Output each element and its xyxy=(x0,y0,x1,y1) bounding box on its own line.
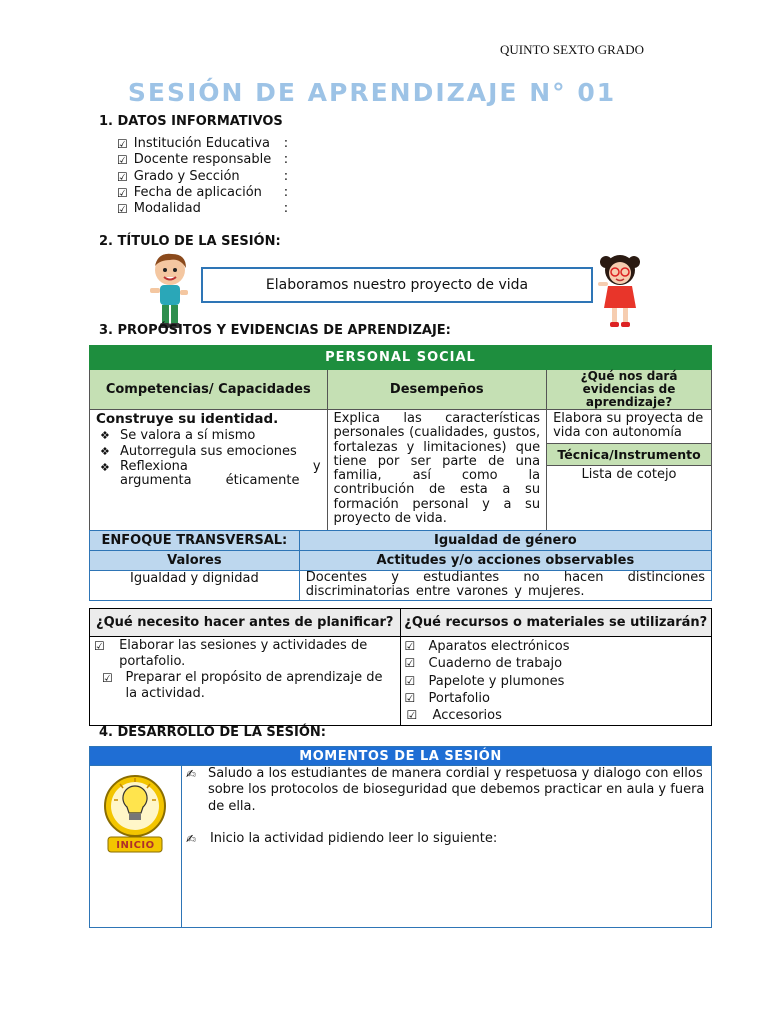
inicio-badge-label: INICIO xyxy=(116,840,155,851)
checkbox-icon: ☑ xyxy=(102,671,113,685)
list-item: ☑ Papelote y plumones xyxy=(404,673,565,689)
checkbox-icon: ☑ xyxy=(404,673,416,688)
list-item: ❖ Reflexiona y argumenta éticamente xyxy=(100,459,321,488)
girl-illustration xyxy=(596,252,642,330)
list-item: ✍ Saludo a los estudiantes de manera cordial y respetuosa y dialogo con ellos sobre los protocolos de bioseguridad que debemos practicar en aula y fuera de ella. xyxy=(185,766,705,814)
section-propositos-heading: 3. PROPÓSITOS Y EVIDENCIAS DE APRENDIZAJE: xyxy=(99,323,451,338)
list-item: ☑ Cuaderno de trabajo xyxy=(404,656,563,672)
momentos-table xyxy=(89,746,712,928)
antes-cell xyxy=(90,637,401,726)
area-header: PERSONAL SOCIAL xyxy=(90,346,712,370)
tecnica-value: Lista de cotejo xyxy=(547,465,712,541)
checkbox-icon: ☑ xyxy=(117,137,128,151)
checkbox-icon: ☑ xyxy=(404,656,416,671)
datos-item: ☑ Grado y Sección : xyxy=(117,168,289,184)
list-item: ✍ Inicio la actividad pidiendo leer lo siguiente: xyxy=(185,830,498,846)
capacidades-list xyxy=(96,428,321,488)
col-antes: ¿Qué necesito hacer antes de planificar? xyxy=(90,609,401,637)
checkbox-icon: ☑ xyxy=(117,202,128,217)
section-desarrollo-heading: 4. DESARROLLO DE LA SESIÓN: xyxy=(99,725,326,740)
section-datos-heading: 1. DATOS INFORMATIVOS xyxy=(99,114,283,129)
list-item: ☑ Aparatos electrónicos xyxy=(404,639,570,654)
enfoque-label: ENFOQUE TRANSVERSAL: xyxy=(90,531,300,551)
datos-list xyxy=(117,136,288,217)
momentos-header: MOMENTOS DE LA SESIÓN xyxy=(90,747,712,766)
desempeno-cell: Explica las características personales (cualidades, gustos, fortalezas y limitaciones) que tiene por ser parte de una familia, así como la contribución de esta a su formación personal y a su proyecto de vida. xyxy=(327,410,547,542)
competencia-title: Construye su identidad. xyxy=(96,411,279,427)
list-item: ☑ Portafolio xyxy=(404,690,490,706)
list-item: ❖ Se valora a sí mismo xyxy=(100,428,256,443)
col-actitudes: Actitudes y/o acciones observables xyxy=(299,551,711,571)
evidencia-cell: Elabora su proyecta de vida con autonomía xyxy=(547,410,712,444)
page-title: SESIÓN DE APRENDIZAJE N° 01 xyxy=(127,78,617,107)
preparacion-table xyxy=(89,608,712,726)
competencia-cell xyxy=(90,410,328,542)
inicio-badge-cell xyxy=(90,766,182,928)
col-valores: Valores xyxy=(90,551,300,571)
writing-hand-icon: ✍ xyxy=(185,831,196,846)
inicio-content-cell xyxy=(181,766,711,928)
checkbox-icon: ☑ xyxy=(404,690,416,705)
col-competencias: Competencias/ Capacidades xyxy=(90,370,328,410)
recursos-cell xyxy=(400,637,711,726)
col-recursos: ¿Qué recursos o materiales se utilizarán? xyxy=(400,609,711,637)
datos-item: ☑ Institución Educativa : xyxy=(117,136,289,151)
checkbox-icon: ☑ xyxy=(94,639,105,653)
checkbox-icon: ☑ xyxy=(117,185,128,200)
actitud-cell: Docentes y estudiantes no hacen distinciones discriminatorias entre varones y mujeres. xyxy=(299,571,711,601)
list-item: ☑ Elaborar las sesiones y actividades de portafolio. xyxy=(94,638,368,669)
checkbox-icon: ☑ xyxy=(406,708,418,723)
datos-item: ☑ Fecha de aplicación : xyxy=(117,184,289,200)
diamond-bullet-icon: ❖ xyxy=(100,461,110,474)
enfoque-name: Igualdad de género xyxy=(299,531,711,551)
datos-item: ☑ Docente responsable : xyxy=(117,152,289,168)
valor-cell: Igualdad y dignidad xyxy=(90,571,300,601)
checkbox-icon: ☑ xyxy=(117,169,128,184)
list-item: ☑ Accesorios xyxy=(406,708,502,724)
writing-hand-icon: ✍ xyxy=(185,767,196,781)
col-desempenos: Desempeños xyxy=(327,370,547,410)
diamond-bullet-icon: ❖ xyxy=(100,445,110,458)
propositos-table xyxy=(89,345,712,542)
checkbox-icon: ☑ xyxy=(404,639,416,653)
list-item: ☑ Preparar el propósito de aprendizaje de la actividad. xyxy=(102,670,383,701)
diamond-bullet-icon: ❖ xyxy=(100,429,110,442)
tecnica-label: Técnica/Instrumento xyxy=(547,443,712,465)
enfoque-table xyxy=(89,530,712,601)
grade-label: QUINTO SEXTO GRADO xyxy=(500,42,644,57)
section-titulo-heading: 2. TÍTULO DE LA SESIÓN: xyxy=(99,234,281,249)
session-title-box: Elaboramos nuestro proyecto de vida xyxy=(201,267,593,303)
list-item: ❖ Autorregula sus emociones xyxy=(100,444,297,459)
checkbox-icon: ☑ xyxy=(117,153,128,168)
boy-illustration xyxy=(146,250,194,330)
col-evidencias: ¿Qué nos dará evidencias de aprendizaje? xyxy=(547,370,712,410)
datos-item: ☑ Modalidad : xyxy=(117,201,289,217)
